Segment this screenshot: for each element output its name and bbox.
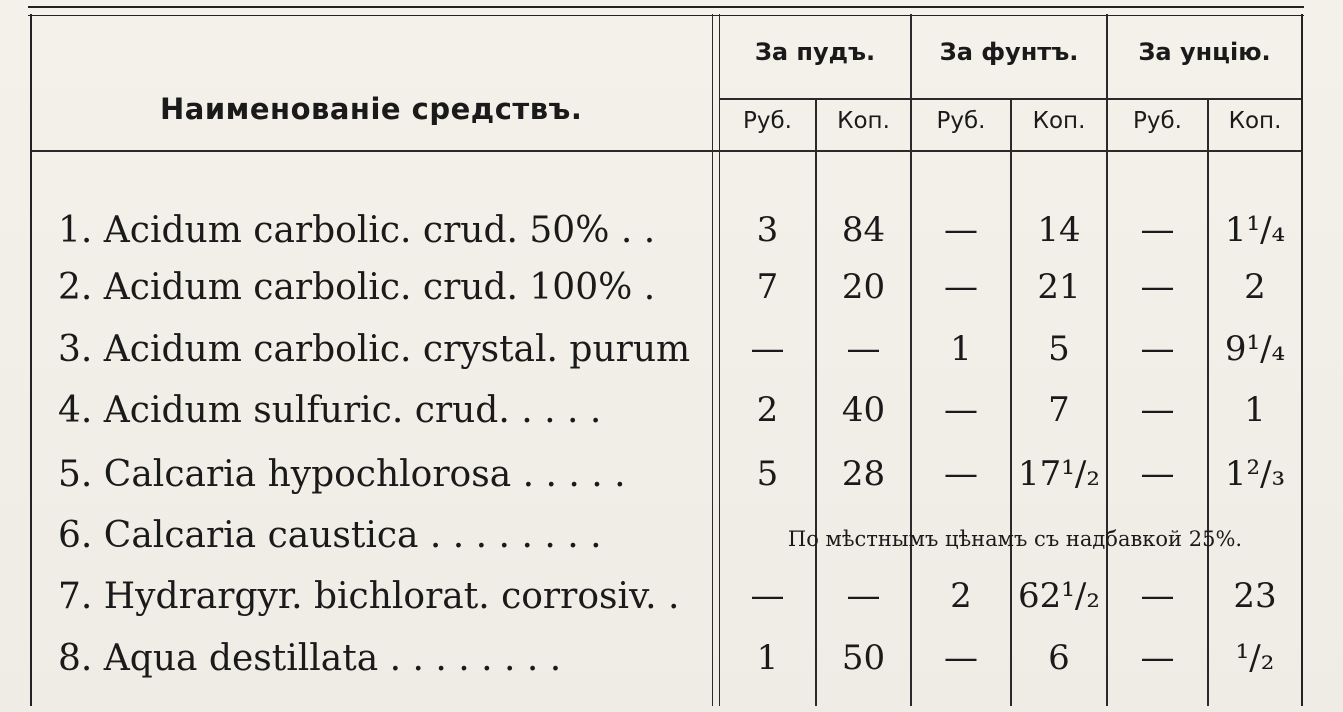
row-name: 3. Acidum carbolic. crystal. purum bbox=[58, 329, 691, 370]
price-cell: 2 bbox=[1244, 267, 1266, 307]
row-name: 4. Acidum sulfuric. crud. . . . . bbox=[58, 390, 602, 431]
price-cell: — bbox=[944, 638, 978, 678]
price-cell: — bbox=[846, 576, 881, 616]
price-cell: 40 bbox=[841, 390, 886, 430]
price-cell: 1²/₃ bbox=[1224, 454, 1286, 494]
price-cell: — bbox=[944, 267, 978, 307]
row-name: 5. Calcaria hypochlorosa . . . . . bbox=[58, 454, 626, 495]
right-border bbox=[1301, 14, 1303, 706]
price-cell: — bbox=[750, 329, 785, 369]
price-cell: ¹/₂ bbox=[1235, 638, 1275, 678]
price-cell: 5 bbox=[1048, 329, 1070, 369]
price-cell: — bbox=[1140, 329, 1175, 369]
price-cell: — bbox=[1140, 267, 1175, 307]
sub-header-rub: Руб. bbox=[743, 108, 792, 134]
price-cell: 1 bbox=[950, 329, 972, 369]
price-cell: 50 bbox=[841, 638, 886, 678]
price-cell: 3 bbox=[756, 210, 779, 250]
group-head-rule bbox=[720, 98, 1301, 100]
group-header-pud: За пудъ. bbox=[754, 38, 876, 66]
price-cell: — bbox=[944, 390, 978, 430]
price-cell: 7 bbox=[1048, 390, 1070, 430]
price-cell: — bbox=[944, 210, 978, 250]
price-cell: 1 bbox=[1244, 390, 1266, 430]
price-cell: 7 bbox=[756, 267, 779, 307]
sub-header-kop: Коп. bbox=[1228, 108, 1282, 134]
row-name: 6. Calcaria caustica . . . . . . . . bbox=[58, 515, 602, 556]
price-cell: 21 bbox=[1037, 267, 1081, 307]
sub-header-rub: Руб. bbox=[936, 108, 986, 134]
left-border bbox=[30, 14, 32, 706]
price-cell: — bbox=[846, 329, 881, 369]
price-cell: 9¹/₄ bbox=[1224, 329, 1286, 369]
price-cell: — bbox=[1140, 576, 1175, 616]
price-cell: — bbox=[1140, 638, 1175, 678]
row-name: 1. Acidum carbolic. crud. 50% . . bbox=[58, 210, 656, 251]
sub-header-rub: Руб. bbox=[1133, 108, 1182, 134]
price-cell: 2 bbox=[950, 576, 972, 616]
price-cell: 17¹/₂ bbox=[1018, 454, 1100, 494]
sub-header-kop: Коп. bbox=[1032, 108, 1086, 134]
group-header-untsiya: За унцію. bbox=[1138, 38, 1271, 66]
price-cell: — bbox=[1140, 210, 1175, 250]
name-column-header: Наименованіе средствъ. bbox=[160, 92, 583, 126]
price-cell: 23 bbox=[1233, 576, 1277, 616]
price-cell: 14 bbox=[1037, 210, 1081, 250]
group-header-funt: За фунтъ. bbox=[939, 38, 1079, 66]
price-cell: 5 bbox=[756, 454, 779, 494]
name-column-divider bbox=[712, 14, 720, 706]
price-cell: — bbox=[750, 576, 785, 616]
price-cell: 84 bbox=[841, 210, 886, 250]
sub-header-kop: Коп. bbox=[837, 108, 890, 134]
price-cell: 28 bbox=[841, 454, 886, 494]
price-cell: 1 bbox=[756, 638, 779, 678]
price-cell: 6 bbox=[1048, 638, 1070, 678]
price-cell: 2 bbox=[756, 390, 779, 430]
price-cell: — bbox=[944, 454, 978, 494]
header-bottom-rule bbox=[32, 150, 1301, 152]
price-cell: 1¹/₄ bbox=[1224, 210, 1286, 250]
row-name: 8. Aqua destillata . . . . . . . . bbox=[58, 638, 562, 679]
row-name: 2. Acidum carbolic. crud. 100% . bbox=[58, 267, 656, 308]
price-cell: 62¹/₂ bbox=[1018, 576, 1100, 616]
price-cell: — bbox=[1140, 454, 1175, 494]
price-cell: — bbox=[1140, 390, 1175, 430]
price-cell: 20 bbox=[841, 267, 886, 307]
price-note: По мѣстнымъ цѣнамъ съ надбавкой 25%. bbox=[787, 527, 1243, 551]
top-rule bbox=[28, 6, 1304, 16]
row-name: 7. Hydrargyr. bichlorat. corrosiv. . bbox=[58, 576, 680, 617]
